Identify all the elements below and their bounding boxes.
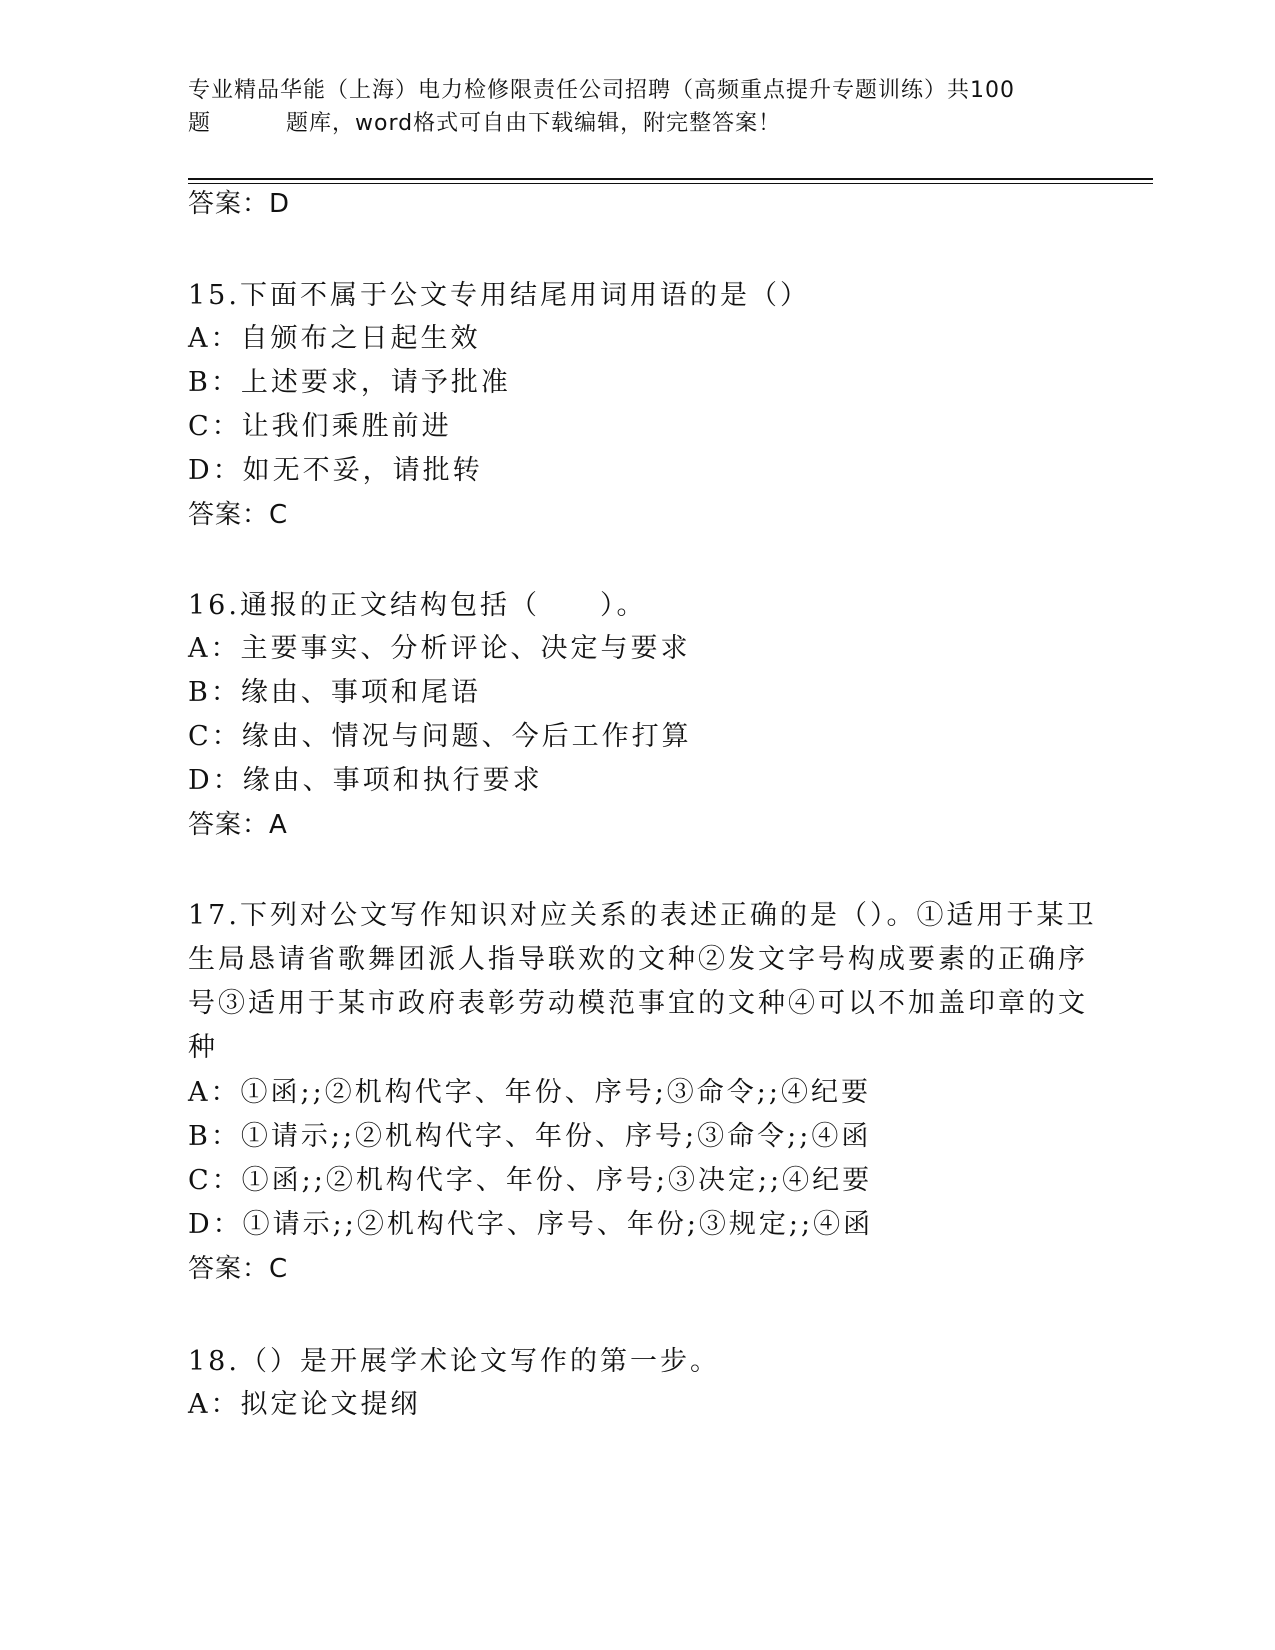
q15-option-b: B：上述要求，请予批准 <box>188 367 511 398</box>
header-line-2-rest: 题库，word格式可自由下载编辑，附完整答案！ <box>286 111 782 136</box>
q15-option-c: C：让我们乘胜前进 <box>188 411 452 442</box>
header-divider-thin <box>188 183 1153 184</box>
q15-answer: 答案：C <box>188 500 289 530</box>
header-divider-thick <box>188 178 1153 180</box>
header-line-2 <box>188 107 1088 140</box>
q17-stem-line-4: 种 <box>188 1032 218 1063</box>
q18-stem: 18.（）是开展学术论文写作的第一步。 <box>188 1346 720 1377</box>
q17-stem-line-1: 17.下列对公文写作知识对应关系的表述正确的是（）。①适用于某卫 <box>188 900 1097 931</box>
header-line-2-start: 题 <box>188 111 212 136</box>
q17-stem-line-3: 号③适用于某市政府表彰劳动模范事宜的文种④可以不加盖印章的文 <box>188 988 1088 1019</box>
q16-option-c: C：缘由、情况与问题、今后工作打算 <box>188 721 692 752</box>
q15-option-a: A：自颁布之日起生效 <box>188 323 481 354</box>
answer-prev: 答案：D <box>188 189 291 219</box>
q17-option-b: B：①请示;;②机构代字、年份、序号;③命令;;④函 <box>188 1121 872 1152</box>
q17-option-a: A：①函;;②机构代字、年份、序号;③命令;;④纪要 <box>188 1077 871 1108</box>
q16-answer: 答案：A <box>188 810 288 840</box>
document-header <box>188 74 1088 140</box>
q15-stem: 15.下面不属于公文专用结尾用词用语的是（） <box>188 280 810 311</box>
q15-option-d: D：如无不妥，请批转 <box>188 455 483 486</box>
q16-option-a: A：主要事实、分析评论、决定与要求 <box>188 633 691 664</box>
q17-option-d: D：①请示;;②机构代字、序号、年份;③规定;;④函 <box>188 1209 874 1240</box>
q17-stem-line-2: 生局恳请省歌舞团派人指导联欢的文种②发文字号构成要素的正确序 <box>188 944 1088 975</box>
q16-option-d: D：缘由、事项和执行要求 <box>188 765 543 796</box>
q17-option-c: C：①函;;②机构代字、年份、序号;③决定;;④纪要 <box>188 1165 873 1196</box>
q16-stem: 16.通报的正文结构包括（ ）。 <box>188 590 647 621</box>
q18-option-a: A：拟定论文提纲 <box>188 1389 421 1420</box>
header-line-1: 专业精品华能（上海）电力检修限责任公司招聘（高频重点提升专题训练）共100 <box>188 78 1015 103</box>
q17-answer: 答案：C <box>188 1254 289 1284</box>
q16-option-b: B：缘由、事项和尾语 <box>188 677 481 708</box>
